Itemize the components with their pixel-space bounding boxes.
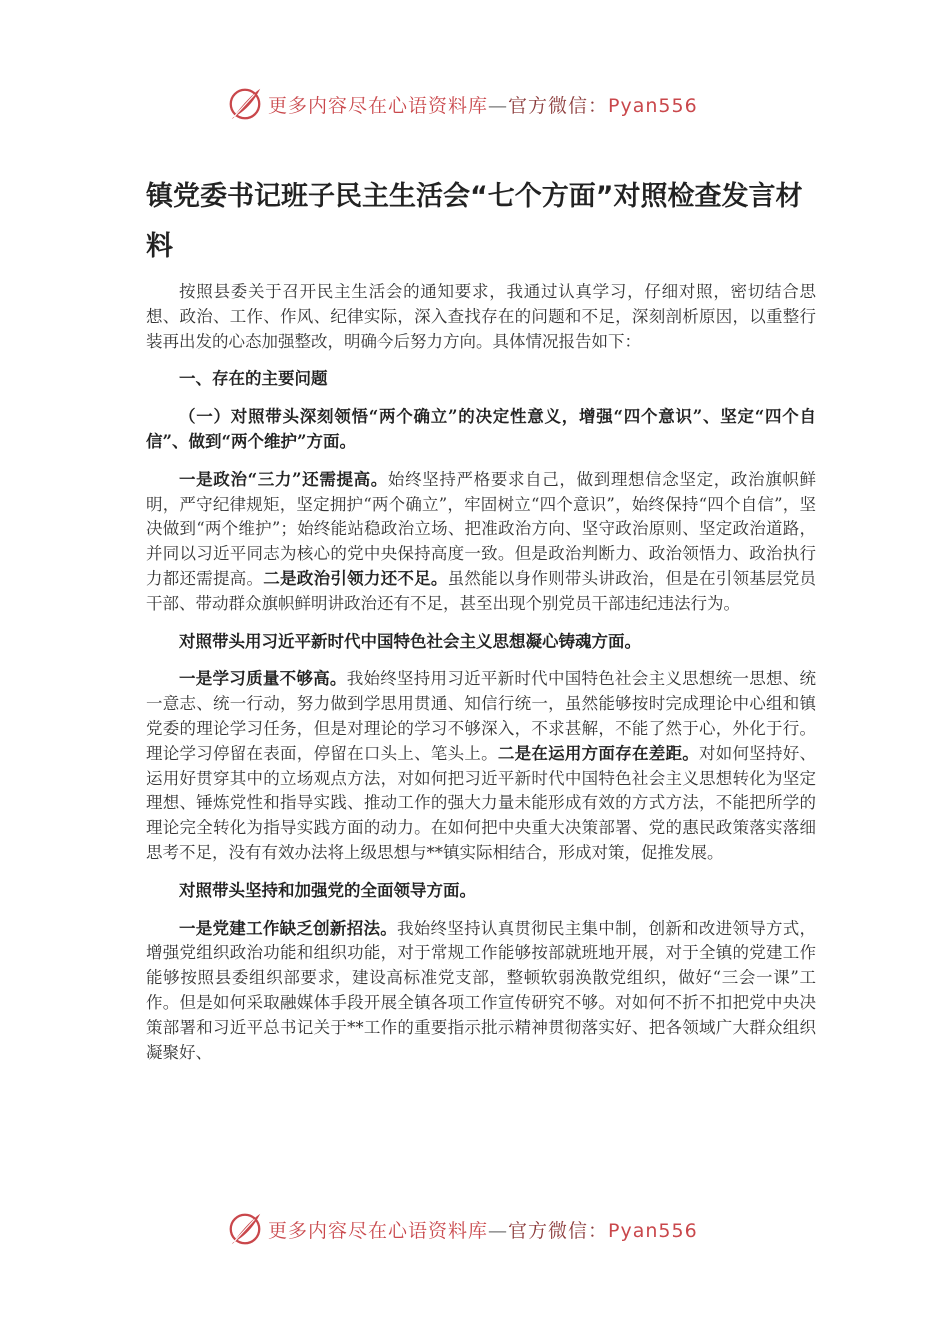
document-body [146,280,816,1065]
aspect1-paragraph [146,468,816,617]
aspect1-point1-label: 一是政治“三力”还需提高。 [179,469,388,489]
watermark-site: 更多内容尽在心语资料库 [268,94,489,117]
watermark-wechat-id: Pyan556 [608,1219,698,1242]
aspect2-point1-text: 我始终坚持用习近平新时代中国特色社会主义思想统一思想、统一意志、统一行动，努力做到学思用贯通、知信行统一，虽然能够按时完成理论中心组和镇党委的理论学习任务，但是对理论的学习不够深入，不求甚解，不能了然于心，外化于行。理论学习停留在表面，停留在口头上、笔头上。 [146,669,817,763]
section-heading-problems: 一、存在的主要问题 [179,369,328,389]
aspect3-paragraph [146,917,816,1066]
aspect3-point1-label: 一是党建工作缺乏创新招法。 [179,918,398,938]
aspect3-heading: 对照带头坚持和加强党的全面领导方面。 [179,880,476,900]
watermark-text [268,91,698,118]
watermark-banner-bottom [226,1209,698,1249]
watermark-dash: — [488,1219,509,1242]
aspect1-heading: （一）对照带头深刻领悟“两个确立”的决定性意义，增强“四个意识”、坚定“四个自信”、做到“两个维护”方面。 [146,407,816,451]
watermark-wechat-id: Pyan556 [608,94,698,117]
watermark-site: 更多内容尽在心语资料库 [268,1219,489,1242]
aspect1-point1-text: 始终坚持严格要求自己，做到理想信念坚定，政治旗帜鲜明，严守纪律规矩，坚定拥护“两个确立”，牢固树立“四个意识”，始终保持“四个自信”，坚决做到“两个维护”；始终能站稳政治立场、把准政治方向、坚守政治原则、坚定政治道路，并同以习近平同志为核心的党中央保持高度一致。但是政治判断力、政治领悟力、政治执行力都还需提高。 [146,469,816,588]
document-title: 镇党委书记班子民主生活会“七个方面”对照检查发言材料 [146,181,803,262]
aspect1-point2-text: 虽然能以身作则带头讲政治，但是在引领基层党员干部、带动群众旗帜鲜明讲政治还有不足，甚至出现个别党员干部违纪违法行为。 [146,568,817,613]
aspect2-point2-text: 对如何坚持好、运用好贯穿其中的立场观点方法，对如何把习近平新时代中国特色社会主义思想转化为坚定理想、锤炼党性和指导实践、推动工作的强大力量未能形成有效的方式方法，不能把所学的理论完全转化为指导实践方面的动力。在如何把中央重大决策部署、党的惠民政策落实落细思考不足，没有有效办法将上级思想与**镇实际相结合，形成对策，促推发展。 [146,743,817,862]
aspect2-heading: 对照带头用习近平新时代中国特色社会主义思想凝心铸魂方面。 [179,631,641,651]
aspect1-point2-label: 二是政治引领力还不足。 [263,568,448,588]
watermark-wechat-label: 官方微信： [508,94,609,117]
watermark-dash: — [488,94,509,117]
aspect3-point1-text: 我始终坚持认真贯彻民主集中制，创新和改进领导方式，增强党组织政治功能和组织功能，对于常规工作能够按部就班地开展，对于全镇的党建工作能够按照县委组织部要求，建设高标准党支部，整顿软弱涣散党组织，做好“三会一课”工作。但是如何采取融媒体手段开展全镇各项工作宣传研究不够。对如何不折不扣把党中央决策部署和习近平总书记关于**工作的重要指示批示精神贯彻落实好、把各领域广大群众组织凝聚好、 [146,918,817,1062]
aspect2-point2-label: 二是在运用方面存在差距。 [497,743,699,763]
aspect2-point1-label: 一是学习质量不够高。 [179,669,347,689]
watermark-text [268,1216,698,1243]
watermark-wechat-label: 官方微信： [508,1219,609,1242]
intro-paragraph: 按照县委关于召开民主生活会的通知要求，我通过认真学习，仔细对照，密切结合思想、政治、工作、作风、纪律实际，深入查找存在的问题和不足，深刻剖析原因，以重整行装再出发的心态加强整改，明确今后努力方向。具体情况报告如下： [146,282,816,351]
watermark-banner-top [226,84,698,124]
quill-logo-icon [226,85,264,123]
aspect2-paragraph [146,667,816,865]
quill-logo-icon [226,1210,264,1248]
